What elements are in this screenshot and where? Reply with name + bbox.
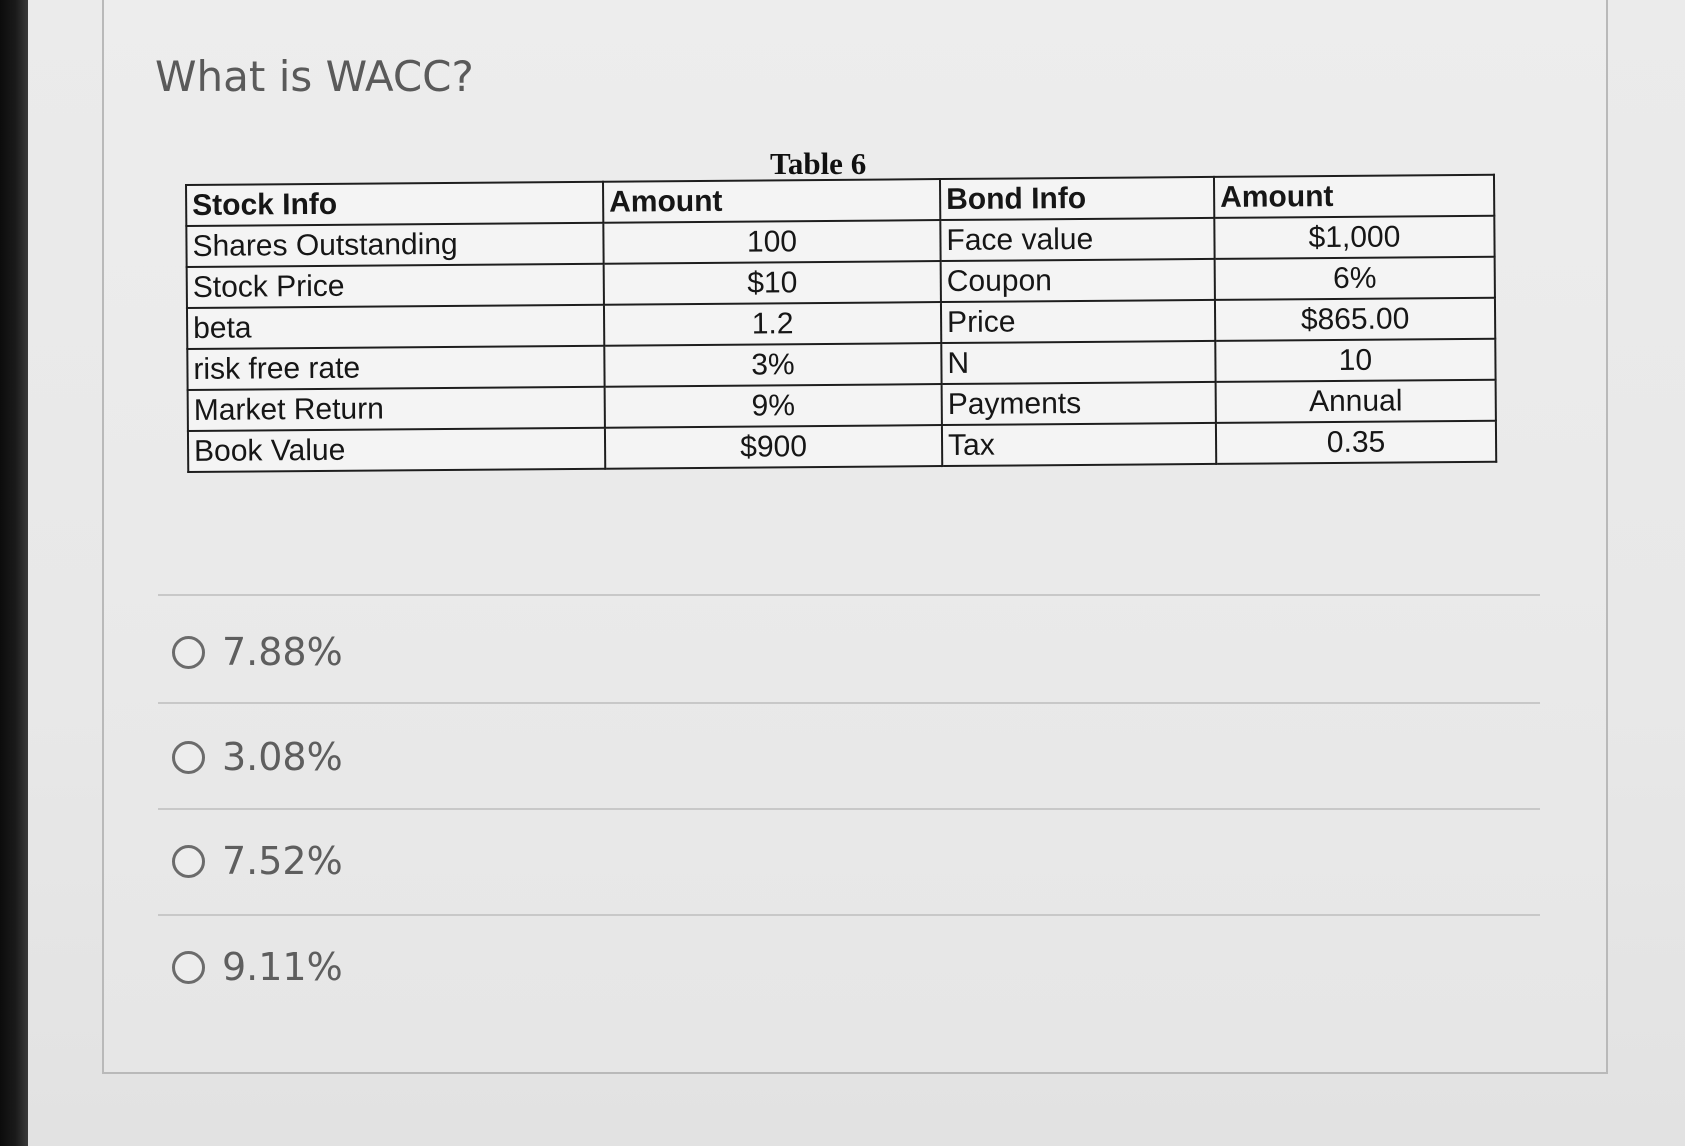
stock-label: Stock Price [187,264,604,308]
stock-value: 100 [603,220,940,264]
divider [158,808,1540,810]
bond-value: 6% [1215,257,1495,300]
bond-label: Payments [942,382,1216,425]
stock-label: Book Value [188,428,605,472]
bond-label: Price [941,300,1215,343]
wacc-data-table [185,174,1497,473]
bond-value: $865.00 [1215,298,1495,341]
stock-value: 9% [605,384,942,428]
stock-label: Shares Outstanding [186,223,603,267]
bond-label: Tax [942,423,1216,466]
radio-button-icon[interactable] [172,951,205,984]
table-caption: Table 6 [770,146,867,181]
answer-option-4[interactable] [172,942,343,992]
radio-button-icon[interactable] [172,845,205,878]
answer-option-label[interactable]: 7.88% [222,630,343,674]
question-prompt: What is WACC? [155,52,474,101]
answer-option-3[interactable] [172,836,343,886]
divider [158,594,1540,596]
bond-value: Annual [1216,380,1496,423]
bond-value: 10 [1215,339,1495,382]
bond-label: N [941,341,1215,384]
divider [158,702,1540,704]
bond-value: 0.35 [1216,421,1496,464]
header-stock-info: Stock Info [186,182,603,226]
answer-option-label[interactable]: 3.08% [222,735,343,779]
header-bond-amount: Amount [1214,175,1494,218]
stock-value: 3% [604,343,941,387]
answer-option-label[interactable]: 7.52% [222,839,343,883]
answer-option-label[interactable]: 9.11% [222,945,343,989]
bond-label: Coupon [941,259,1215,302]
divider [158,914,1540,916]
answer-option-2[interactable] [172,732,343,782]
stock-value: $900 [605,425,942,469]
device-bezel [0,0,28,1146]
stock-value: 1.2 [604,302,941,346]
stock-label: beta [187,305,604,349]
radio-button-icon[interactable] [172,741,205,774]
answer-option-1[interactable] [172,627,343,677]
radio-button-icon[interactable] [172,636,205,669]
header-stock-amount: Amount [603,179,940,223]
stock-value: $10 [604,261,941,305]
bond-label: Face value [940,218,1214,261]
header-bond-info: Bond Info [940,177,1214,220]
stock-label: Market Return [188,387,605,431]
bond-value: $1,000 [1214,216,1494,259]
stock-label: risk free rate [187,346,604,390]
